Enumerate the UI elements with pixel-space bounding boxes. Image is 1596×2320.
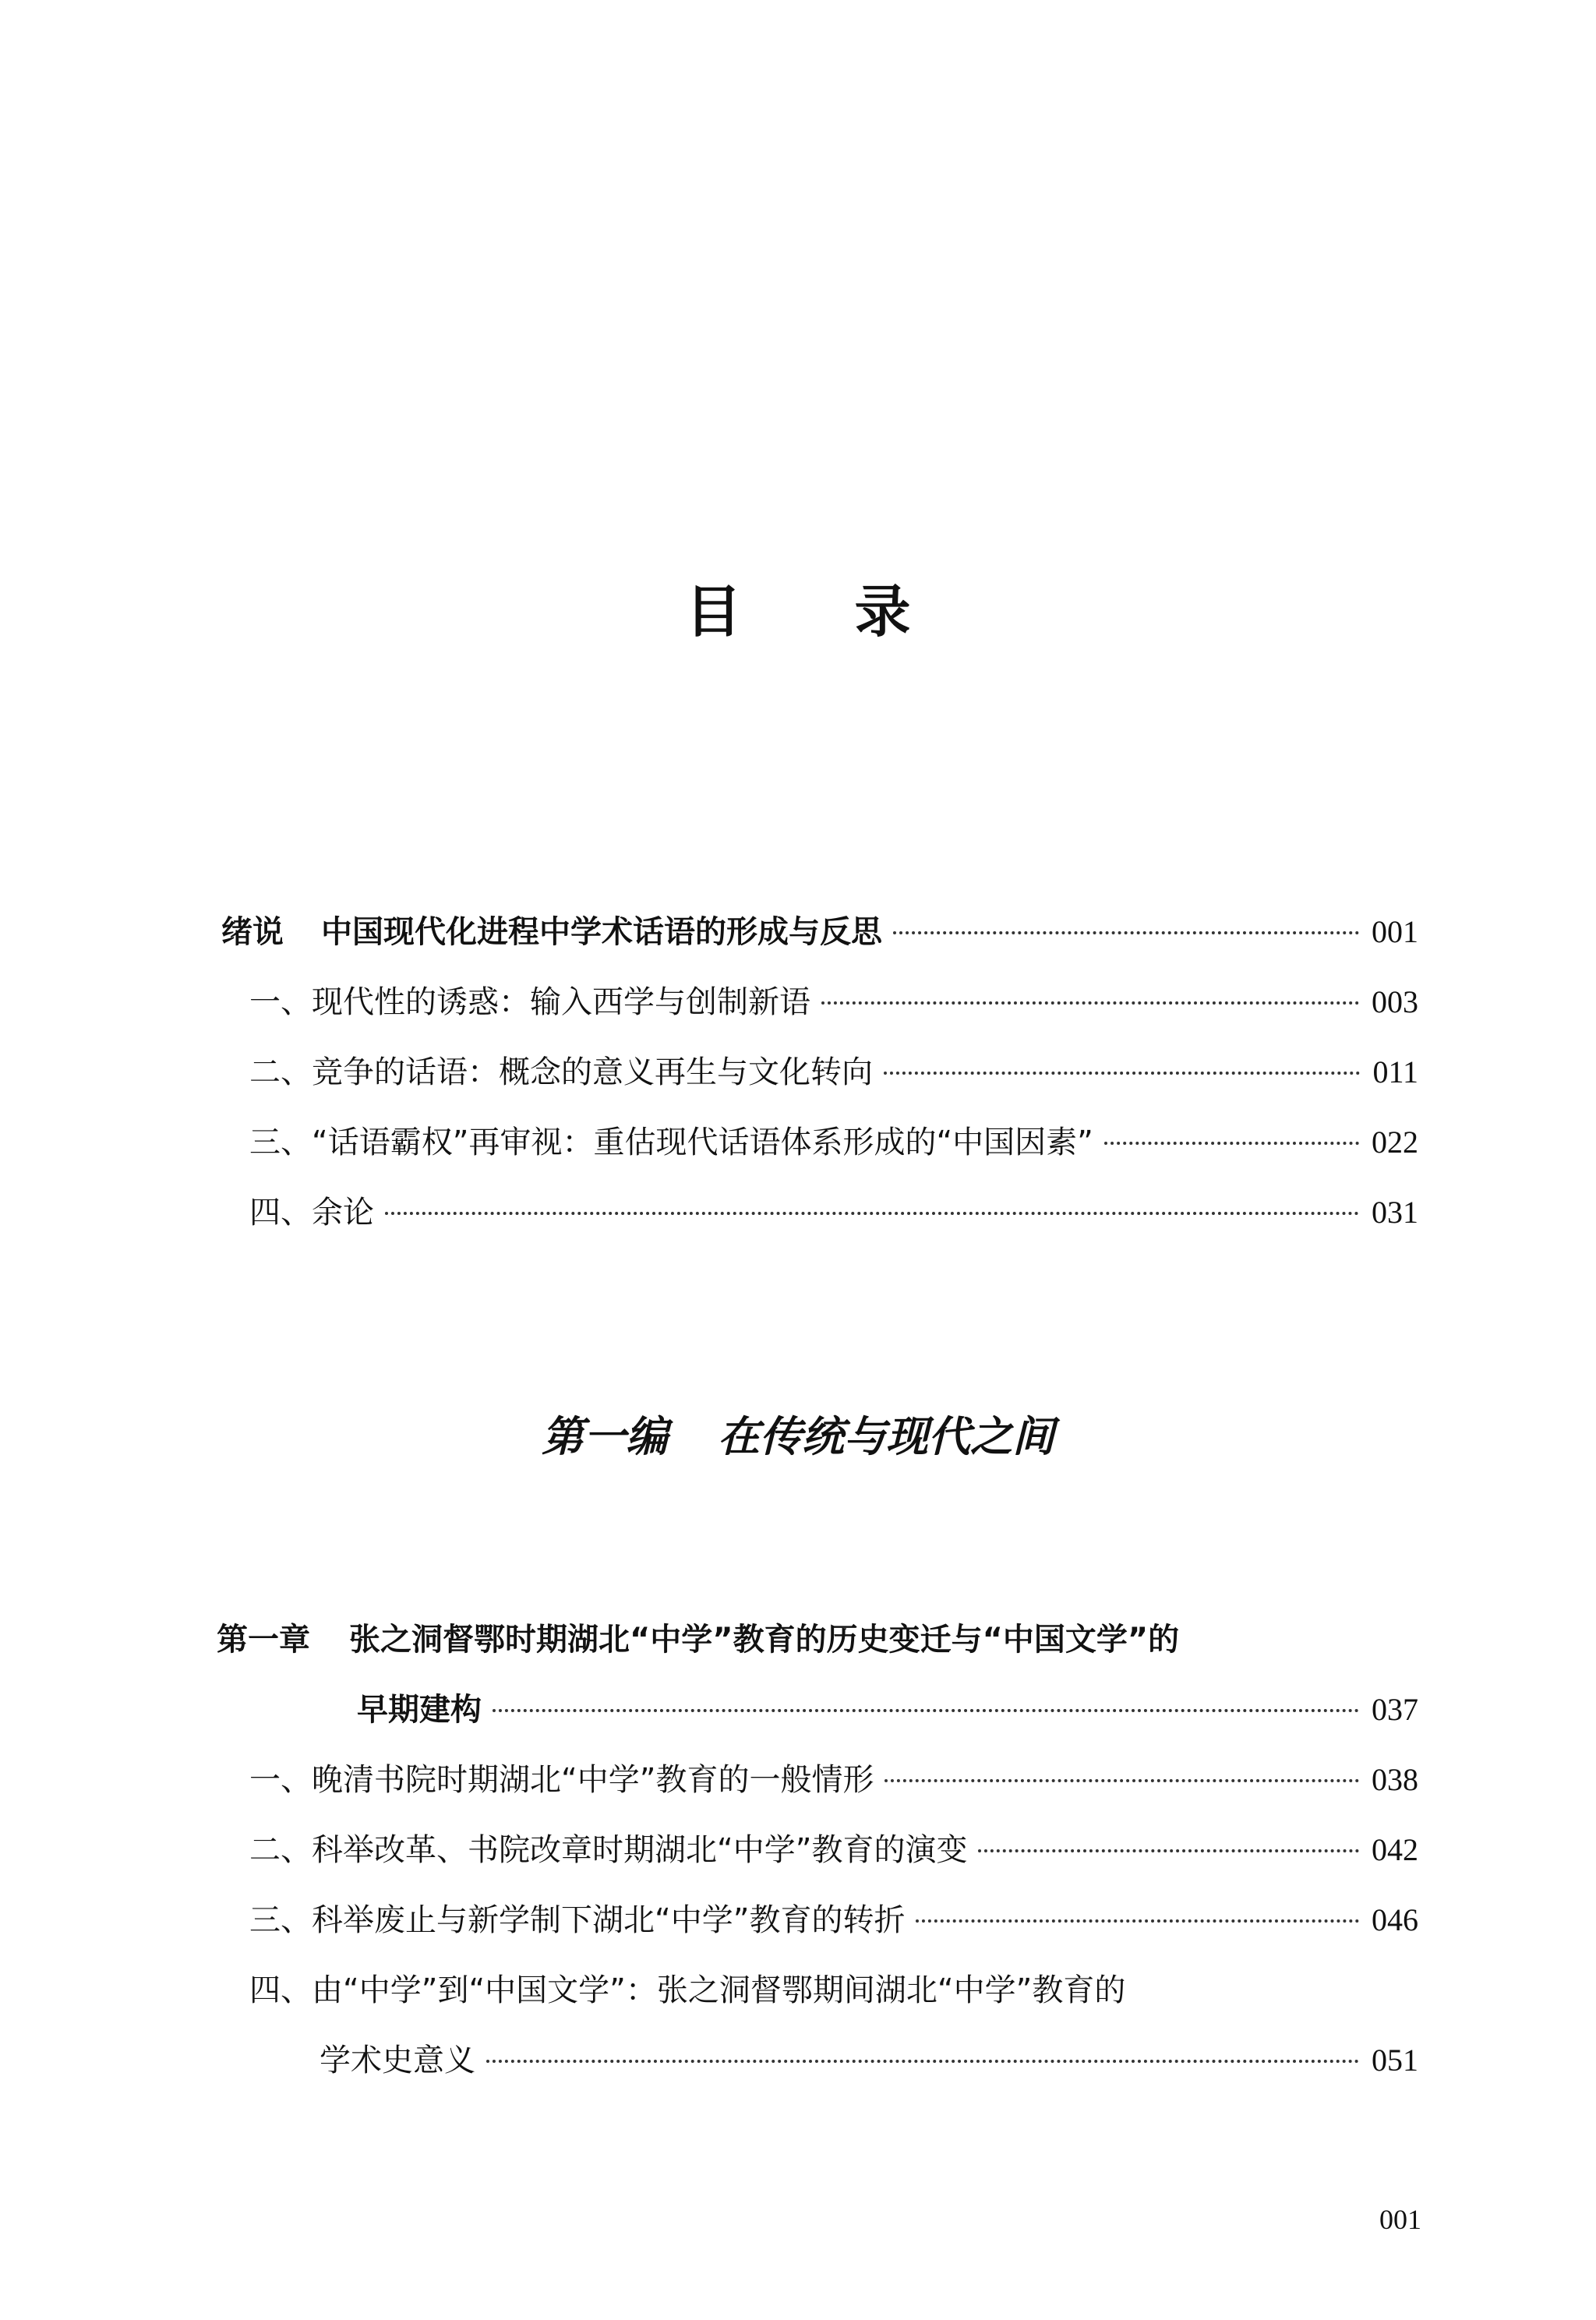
toc-page-number: 046 bbox=[1372, 1902, 1418, 1937]
toc-entry-section[interactable] bbox=[249, 1121, 1418, 1164]
toc-entry-label: 学术史意义 bbox=[320, 2043, 475, 2078]
part-label: 第一编 bbox=[542, 1411, 668, 1461]
dot-leader bbox=[885, 1779, 1359, 1782]
toc-entry-title: 中国现代化进程中学术话语的形成与反思 bbox=[321, 914, 882, 950]
dot-leader bbox=[916, 1919, 1359, 1923]
toc-entry-label: 一、晚清书院时期湖北“中学”教育的一般情形 bbox=[249, 1762, 874, 1798]
toc-entry-label: 四、由“中学”到“中国文学”：张之洞督鄂期间湖北“中学”教育的 bbox=[249, 1972, 1126, 2008]
toc-page-number: 051 bbox=[1372, 2043, 1418, 2078]
dot-leader bbox=[821, 1001, 1359, 1005]
toc-entry-label: 三、科举废止与新学制下湖北“中学”教育的转折 bbox=[249, 1902, 906, 1938]
toc-page-number: 042 bbox=[1372, 1832, 1418, 1867]
part-heading bbox=[0, 1409, 1596, 1464]
footer-page-number: 001 bbox=[1379, 2204, 1421, 2235]
toc-entry-label: 二、竞争的话语：概念的意义再生与文化转向 bbox=[249, 1054, 873, 1090]
dot-leader bbox=[385, 1212, 1359, 1215]
toc-page-number: 037 bbox=[1372, 1692, 1418, 1727]
toc-page-number: 003 bbox=[1372, 984, 1418, 1019]
dot-leader bbox=[893, 931, 1359, 934]
toc-entry-section[interactable] bbox=[249, 1828, 1418, 1872]
toc-page-number: 038 bbox=[1372, 1762, 1418, 1797]
toc-entry-label: 一、现代性的诱惑：输入西学与创制新语 bbox=[249, 984, 810, 1020]
toc-page-number: 031 bbox=[1372, 1195, 1418, 1230]
toc-entry-label: 四、余论 bbox=[249, 1195, 374, 1231]
dot-leader bbox=[1104, 1142, 1359, 1145]
toc-entry-label: 三、“话语霸权”再审视：重估现代话语体系形成的“中国因素” bbox=[249, 1125, 1093, 1160]
toc-entry-section[interactable] bbox=[320, 2039, 1418, 2082]
dot-leader bbox=[884, 1072, 1360, 1075]
toc-entry-label: 二、科举改革、书院改章时期湖北“中学”教育的演变 bbox=[249, 1832, 968, 1868]
toc-entry-section[interactable] bbox=[249, 1898, 1418, 1942]
toc-entry-section-line1[interactable] bbox=[249, 1969, 1125, 2012]
dot-leader bbox=[486, 2060, 1359, 2063]
toc-entry-section[interactable] bbox=[249, 1191, 1418, 1234]
toc-entry-prefix: 绪说 bbox=[221, 914, 284, 950]
chapter-title-line1[interactable] bbox=[217, 1618, 1179, 1661]
toc-entry-title: 早期建构 bbox=[357, 1692, 482, 1728]
toc-page-number: 011 bbox=[1372, 1054, 1418, 1089]
dot-leader bbox=[493, 1709, 1359, 1712]
toc-entry-section[interactable] bbox=[249, 1051, 1418, 1094]
toc-page-number: 001 bbox=[1372, 914, 1418, 949]
chapter-prefix: 第一章 bbox=[217, 1622, 310, 1658]
dot-leader bbox=[978, 1849, 1359, 1852]
toc-entry-section[interactable] bbox=[249, 980, 1418, 1024]
toc-entry-section[interactable] bbox=[249, 1758, 1418, 1802]
part-title: 在传统与现代之间 bbox=[718, 1411, 1054, 1461]
chapter-title-text: 张之洞督鄂时期湖北“中学”教育的历史变迁与“中国文学”的 bbox=[349, 1622, 1180, 1658]
toc-page-number: 022 bbox=[1372, 1125, 1418, 1160]
toc-entry-introduction[interactable] bbox=[221, 910, 1418, 954]
page-title: 目 录 bbox=[685, 578, 958, 644]
toc-entry-chapter[interactable] bbox=[357, 1688, 1418, 1732]
